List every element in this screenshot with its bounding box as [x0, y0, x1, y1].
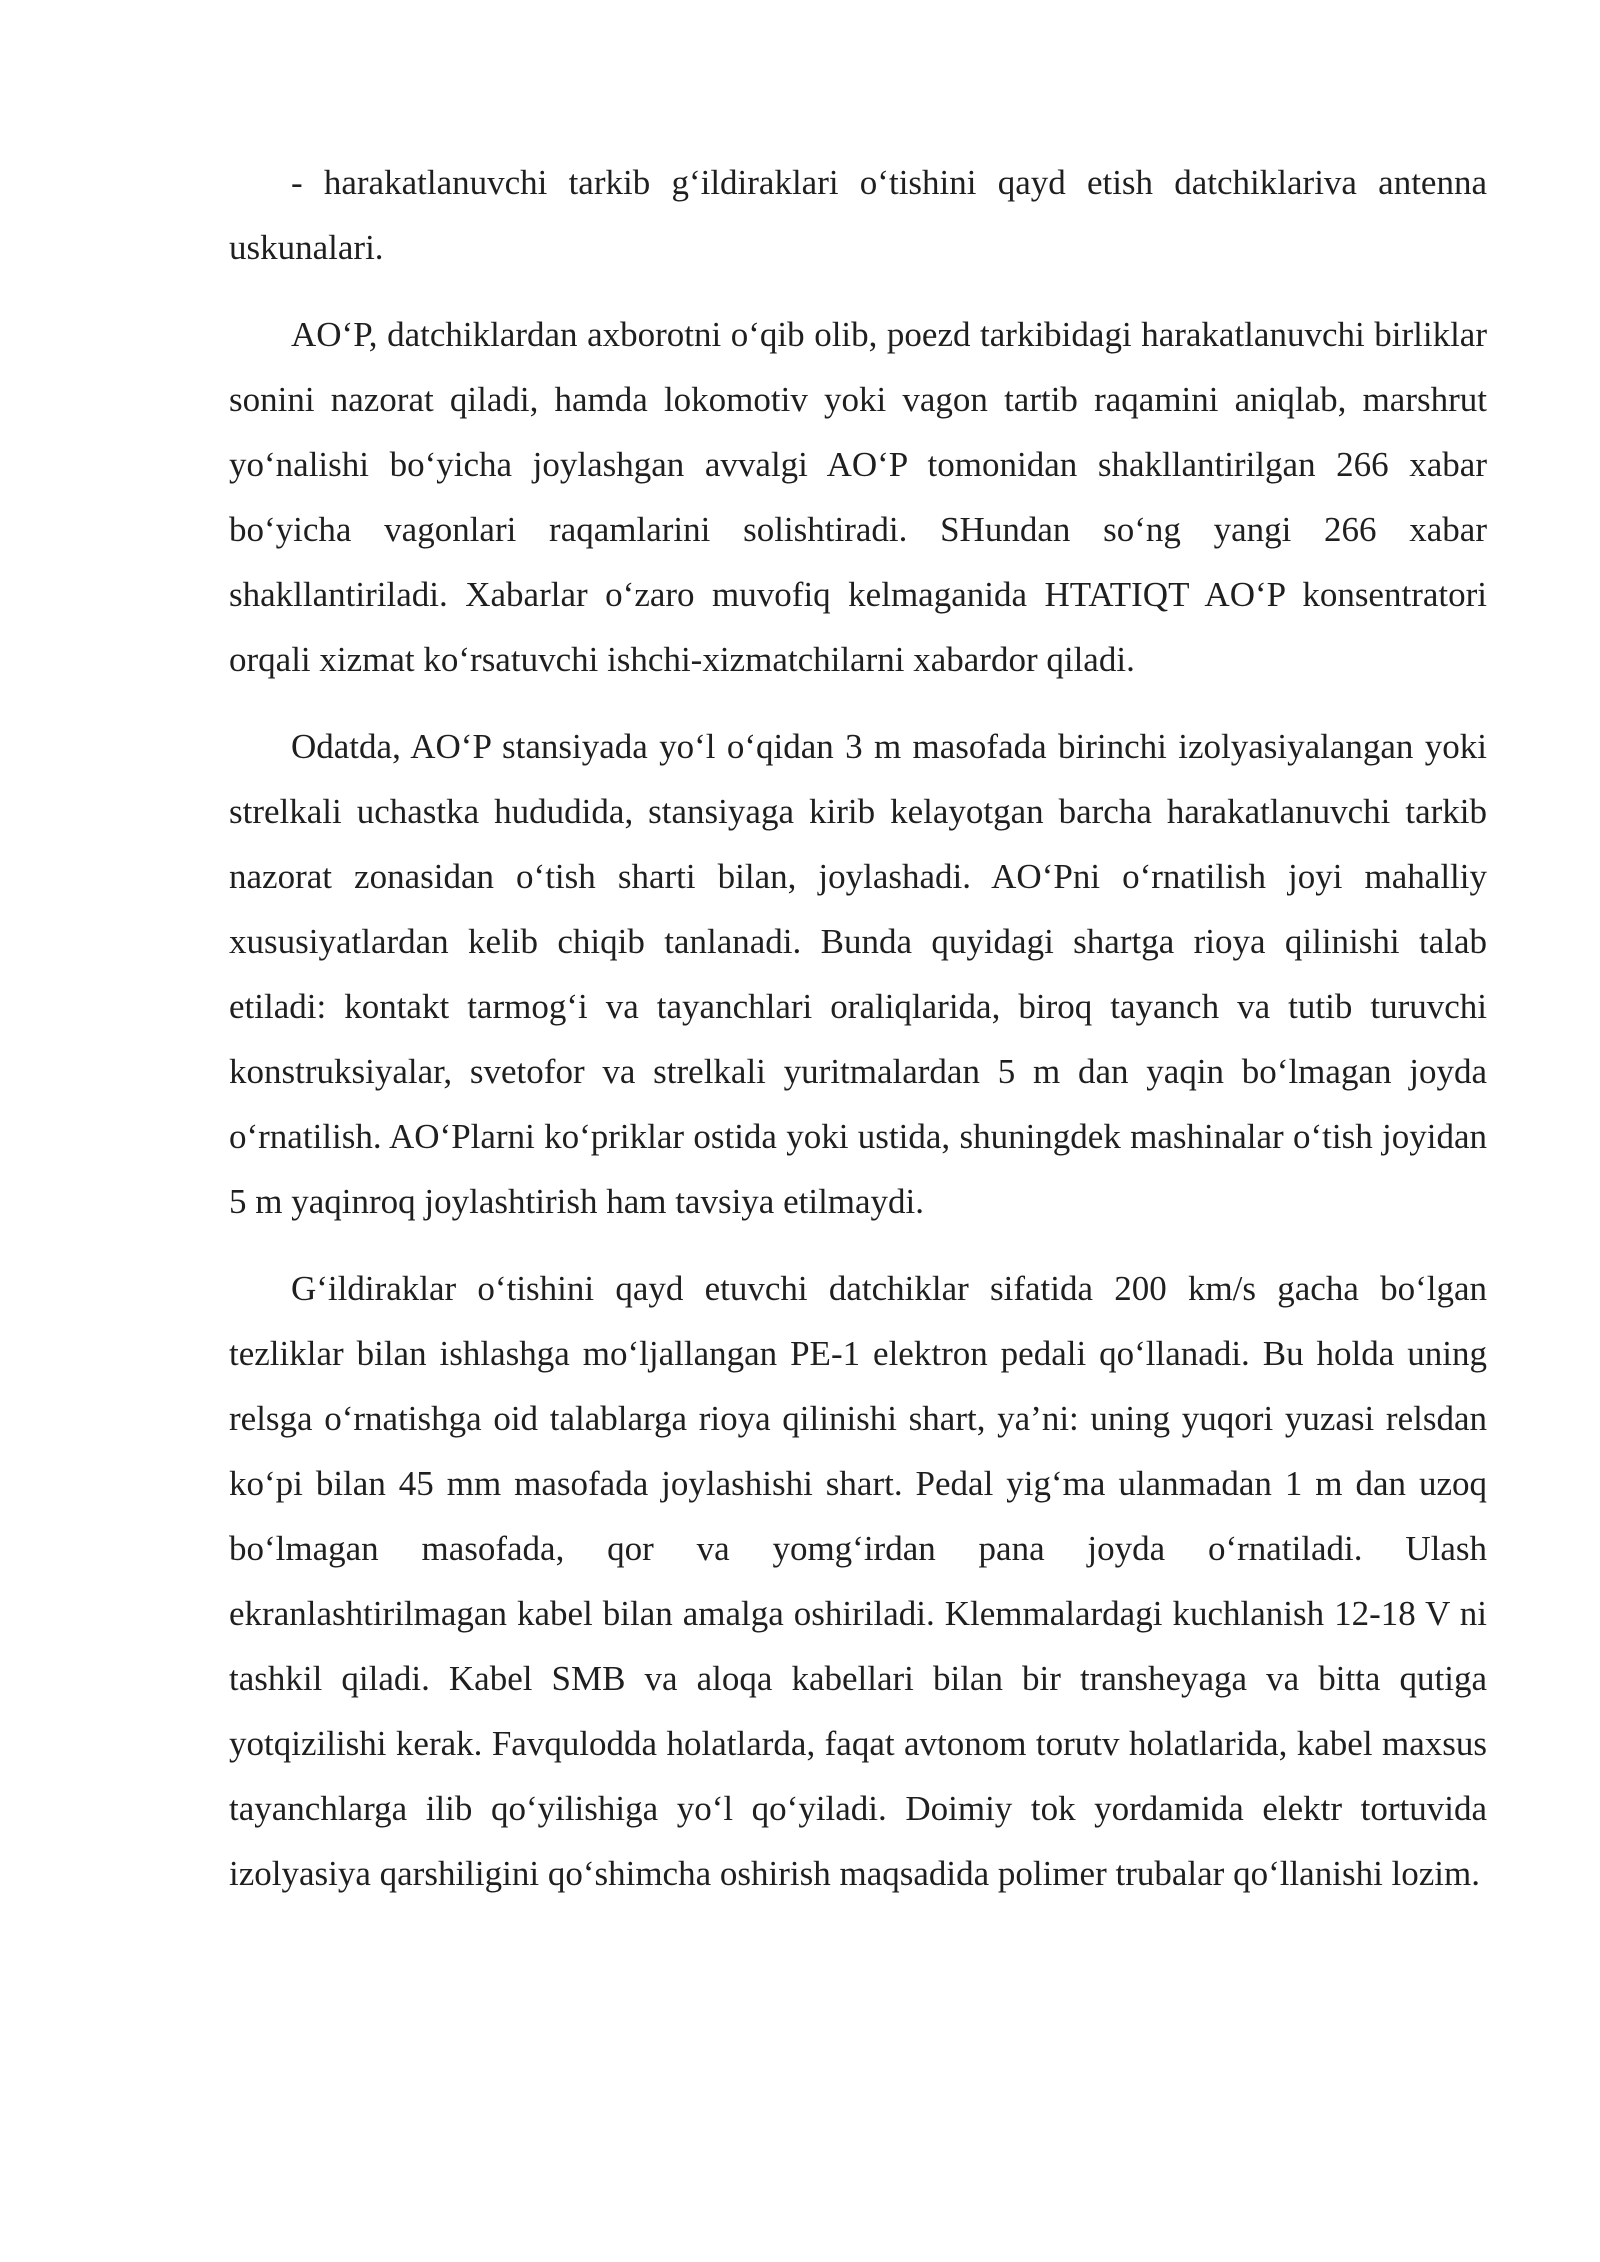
- paragraph-3: Odatda, AO‘P stansiyada yo‘l o‘qidan 3 m masofada birinchi izolyasiyalangan yoki strelkali uchastka hududida, stansiyaga kirib kelayotgan barcha harakatlanuvchi tarkib nazorat zonasidan o‘tish sharti bilan, joylashadi. AO‘Pni o‘rnatilish joyi mahalliy xususiyatlardan kelib chiqib tanlanadi. Bunda quyidagi shartga rioya qilinishi talab etiladi: kontakt tarmog‘i va tayanchlari oraliqlarida, biroq tayanch va tutib turuvchi konstruksiyalar, svetofor va strelkali yuritmalardan 5 m dan yaqin bo‘lmagan joyda o‘rnatilish. AO‘Plarni ko‘priklar ostida yoki ustida, shuningdek mashinalar o‘tish joyidan 5 m yaqinroq joylashtirish ham tavsiya etilmaydi.: [229, 727, 1487, 1221]
- paragraph-2: AO‘P, datchiklardan axborotni o‘qib olib, poezd tarkibidagi harakatlanuvchi birliklar sonini nazorat qiladi, hamda lokomotiv yoki vagon tartib raqamini aniqlab, marshrut yo‘nalishi bo‘yicha joylashgan avvalgi AO‘P tomonidan shakllantirilgan 266 xabar bo‘yicha vagonlari raqamlarini solishtiradi. SHundan so‘ng yangi 266 xabar shakllantiriladi. Xabarlar o‘zaro muvofiq kelmaganida HTATIQT AO‘P konsentratori orqali xizmat ko‘rsatuvchi ishchi-xizmatchilarni xabardor qiladi.: [229, 315, 1487, 679]
- document-page: [229, 150, 1487, 1928]
- paragraph-4: G‘ildiraklar o‘tishini qayd etuvchi datchiklar sifatida 200 km/s gacha bo‘lgan tezliklar bilan ishlashga mo‘ljallangan PE-1 elektron pedali qo‘llanadi. Bu holda uning relsga o‘rnatishga oid talablarga rioya qilinishi shart, ya’ni: uning yuqori yuzasi relsdan ko‘pi bilan 45 mm masofada joylashishi shart. Pedal yig‘ma ulanmadan 1 m dan uzoq bo‘lmagan masofada, qor va yomg‘irdan pana joyda o‘rnatiladi. Ulash ekranlashtirilmagan kabel bilan amalga oshiriladi. Klemmalardagi kuchlanish 12-18 V ni tashkil qiladi. Kabel SMB va aloqa kabellari bilan bir transheyaga va bitta qutiga yotqizilishi kerak. Favqulodda holatlarda, faqat avtonom torutv holatlarida, kabel maxsus tayanchlarga ilib qo‘yilishiga yo‘l qo‘yiladi. Doimiy tok yordamida elektr tortuvida izolyasiya qarshiligini qo‘shimcha oshirish maqsadida polimer trubalar qo‘llanishi lozim.: [229, 1269, 1487, 1893]
- paragraph-1: - harakatlanuvchi tarkib g‘ildiraklari o‘tishini qayd etish datchiklariva antenna uskunalari.: [229, 163, 1487, 267]
